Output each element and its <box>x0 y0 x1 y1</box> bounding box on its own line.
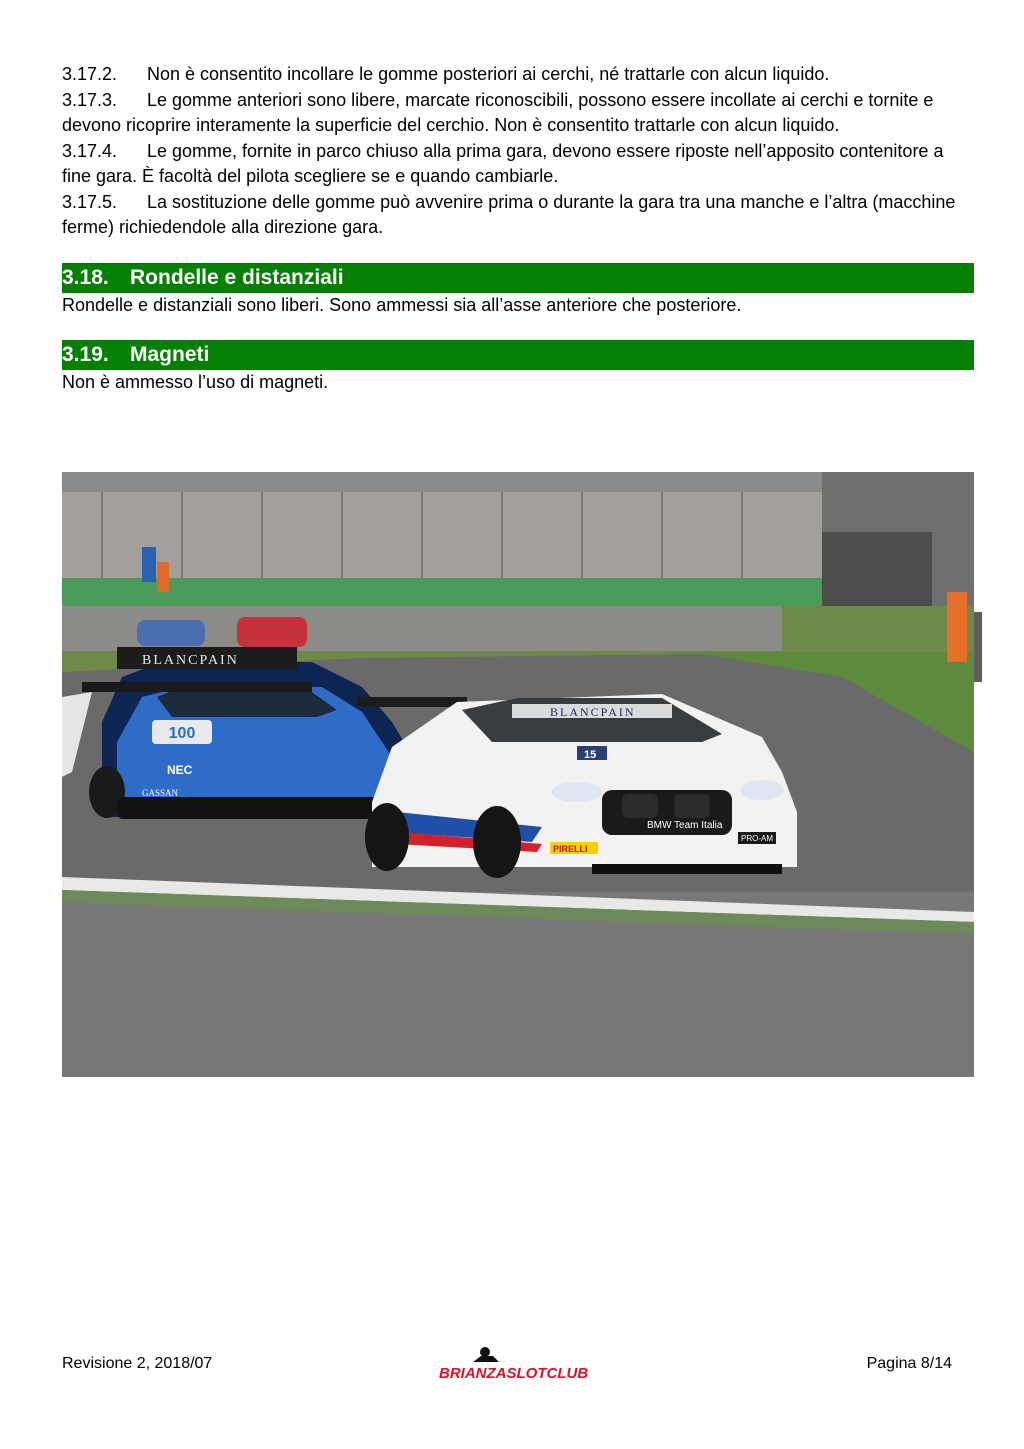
rule-number: 3.17.2. <box>62 64 118 84</box>
section-body-3-18: Rondelle e distanziali sono liberi. Sono ammessi sia all’asse anteriore che posteriore. <box>62 294 742 315</box>
rule-text: Le gomme anteriori sono libere, marcate riconoscibili, possono essere incollate ai cerchi e tornite e devono ricoprire interamente la superficie del cerchio. Non è consentito trattarle con alcun liquido. <box>62 89 934 135</box>
section-heading-3-18 <box>62 263 974 293</box>
rule-3-17-5 <box>62 190 974 241</box>
sponsor-pirelli: PIRELLI <box>553 844 588 854</box>
footer-revision: Revisione 2, 2018/07 <box>62 1355 213 1372</box>
section-title: Rondelle e distanziali <box>130 265 344 289</box>
sponsor-gassan: GASSAN <box>142 788 179 798</box>
rule-number: 3.17.4. <box>62 140 118 161</box>
rule-number: 3.17.5. <box>62 191 118 212</box>
rule-text: La sostituzione delle gomme può avvenire prima o durante la gara tra una manche e l’altra (macchine ferme) richiedendole alla direzione gara. <box>62 191 956 237</box>
windshield-blancpain: BLANCPAIN <box>550 705 636 719</box>
car-number-15: 15 <box>584 749 597 761</box>
rule-3-17-3 <box>62 88 974 139</box>
team-bmw-italia: BMW Team Italia <box>647 820 723 831</box>
sponsor-nec: NEC <box>167 763 193 777</box>
page-content <box>62 62 974 396</box>
rule-number: 3.17.3. <box>62 89 118 110</box>
section-number: 3.18. <box>62 265 109 289</box>
rule-3-17-2 <box>62 62 974 88</box>
race-photo <box>62 472 974 1077</box>
rule-text: Non è consentito incollare le gomme posteriori ai cerchi, né trattarle con alcun liquido. <box>147 64 830 84</box>
section-heading-3-19 <box>62 340 974 370</box>
club-logo <box>437 1344 589 1384</box>
rule-3-17-4 <box>62 139 974 190</box>
logo-text: BRIANZASLOTCLUB <box>439 1365 589 1382</box>
rule-text: Le gomme, fornite in parco chiuso alla prima gara, devono essere riposte nell’apposito contenitore a fine gara. È facoltà del pilota scegliere se e quando cambiarle. <box>62 140 944 186</box>
section-body-3-19: Non è ammesso l’uso di magneti. <box>62 372 329 392</box>
car-number-100: 100 <box>168 725 196 742</box>
class-proam: PRO-AM <box>741 834 773 843</box>
footer-page-number: Pagina 8/14 <box>866 1355 952 1372</box>
section-title: Magneti <box>130 343 210 366</box>
banner-blancpain: BLANCPAIN <box>142 653 239 668</box>
section-number: 3.19. <box>62 343 109 366</box>
